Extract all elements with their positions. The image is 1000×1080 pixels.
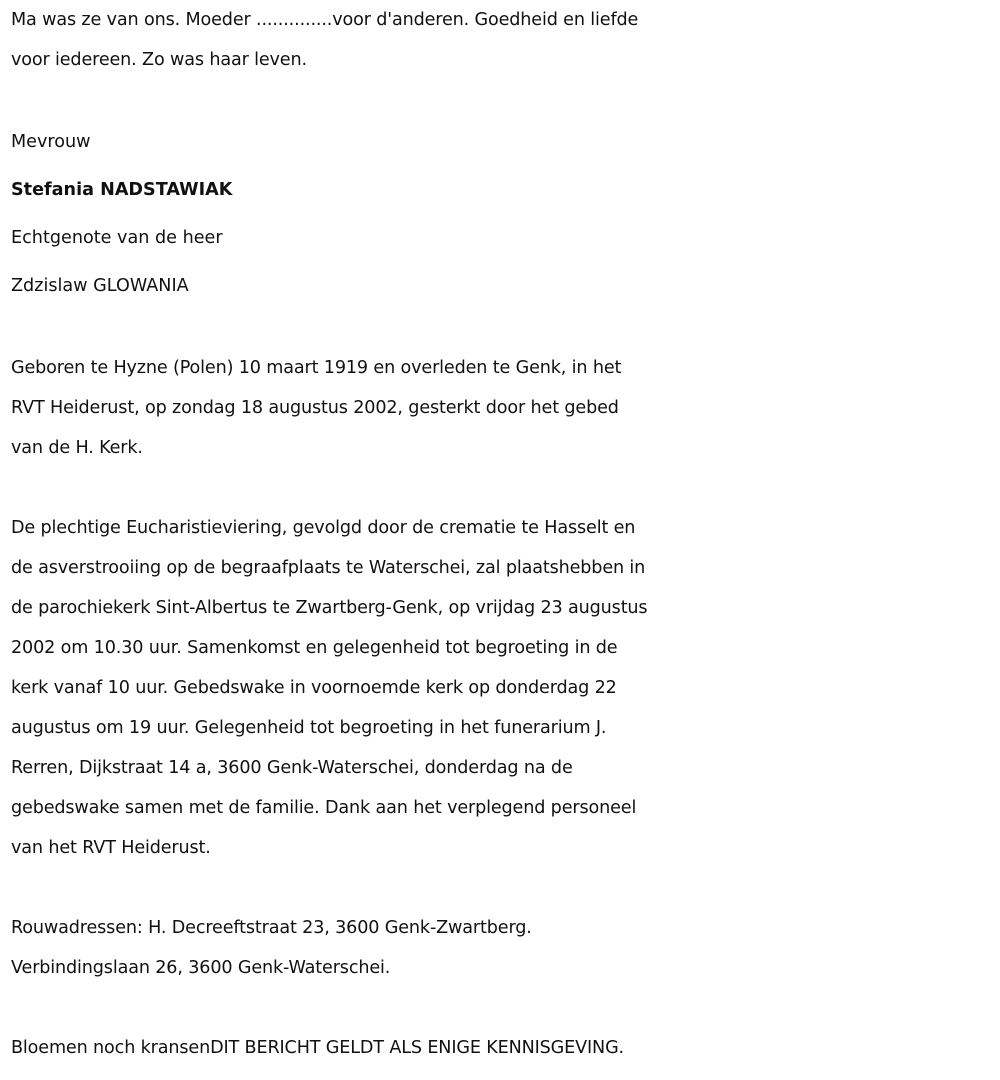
intro-line: Ma was ze van ons. Moeder ..............voor d'anderen. Goedheid en liefde xyxy=(11,10,639,30)
intro-line: voor iedereen. Zo was haar leven. xyxy=(11,50,307,70)
ceremony-line: augustus om 19 uur. Gelegenheid tot begroeting in het funerarium J. xyxy=(11,718,607,738)
ceremony-line: Rerren, Dijkstraat 14 a, 3600 Genk-Waterschei, donderdag na de xyxy=(11,758,573,778)
birth-death-line: RVT Heiderust, op zondag 18 augustus 2002, gesterkt door het gebed xyxy=(11,398,619,418)
address-line: Rouwadressen: H. Decreeftstraat 23, 3600 Genk-Zwartberg. xyxy=(11,918,532,938)
ceremony-line: gebedswake samen met de familie. Dank aan het verplegend personeel xyxy=(11,798,637,818)
spouse-relation: Echtgenote van de heer xyxy=(11,228,223,248)
birth-death-line: Geboren te Hyzne (Polen) 10 maart 1919 en overleden te Genk, in het xyxy=(11,358,622,378)
deceased-name: Stefania NADSTAWIAK xyxy=(11,180,233,200)
ceremony-line: kerk vanaf 10 uur. Gebedswake in voornoemde kerk op donderdag 22 xyxy=(11,678,617,698)
addresses-paragraph xyxy=(11,908,996,988)
birth-death-line: van de H. Kerk. xyxy=(11,438,143,458)
address-line: Verbindingslaan 26, 3600 Genk-Waterschei. xyxy=(11,958,391,978)
deceased-block xyxy=(11,118,996,310)
closing-line: Bloemen noch kransenDIT BERICHT GELDT ALS ENIGE KENNISGEVING. xyxy=(11,1038,624,1058)
deceased-title: Mevrouw xyxy=(11,132,91,152)
ceremony-line: 2002 om 10.30 uur. Samenkomst en gelegenheid tot begroeting in de xyxy=(11,638,618,658)
ceremony-paragraph xyxy=(11,508,996,868)
ceremony-line: de parochiekerk Sint-Albertus te Zwartberg-Genk, op vrijdag 23 augustus xyxy=(11,598,648,618)
ceremony-line: van het RVT Heiderust. xyxy=(11,838,211,858)
birth-death-paragraph xyxy=(11,348,996,468)
ceremony-line: de asverstrooiing op de begraafplaats te Waterschei, zal plaatshebben in xyxy=(11,558,646,578)
death-notice xyxy=(11,0,996,1068)
spouse-name: Zdzislaw GLOWANIA xyxy=(11,276,189,296)
ceremony-line: De plechtige Eucharistieviering, gevolgd door de crematie te Hasselt en xyxy=(11,518,636,538)
intro-paragraph xyxy=(11,0,996,80)
